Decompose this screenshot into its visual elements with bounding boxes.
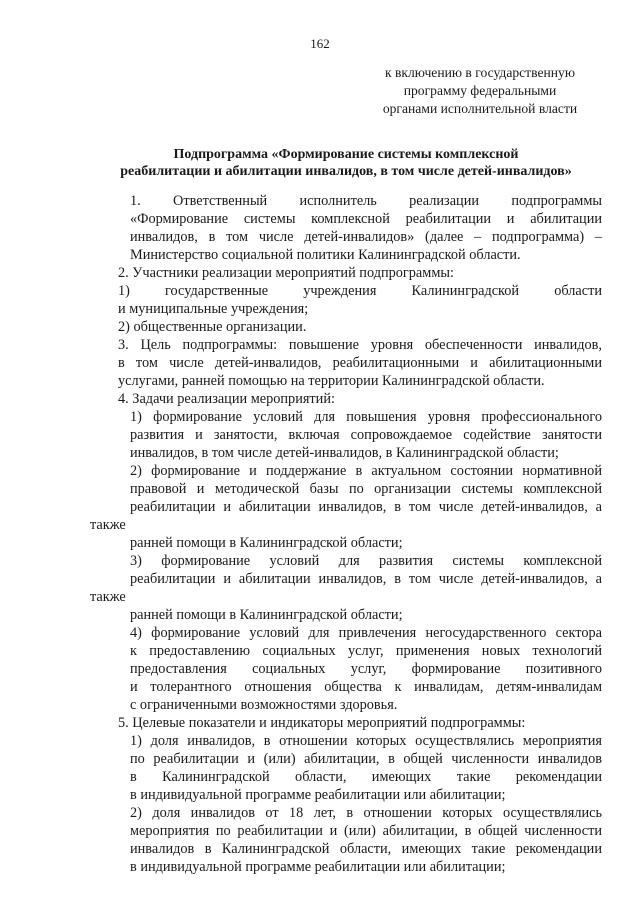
page-number: 162 [310,36,330,51]
document-title [86,146,606,180]
paragraph-line: реабилитации и абилитации инвалидов, в том числе детей-инвалидов, а также [90,571,602,605]
paragraph-line: 5. Целевые показатели и индикаторы мероприятий подпрограммы: [118,715,526,731]
paragraph [90,390,602,408]
paragraph-line: 1) государственные учреждения Калининградской области [118,283,602,299]
paragraph-line: в том числе детей-инвалидов, реабилитационными и абилитационными [118,355,602,371]
paragraph [90,192,602,264]
paragraph-line: инвалидов в Калининградской области, имеющих такие рекомендации [130,841,602,857]
paragraph [90,462,602,552]
paragraph [90,264,602,282]
header-line: к включению в государственную [385,65,575,80]
paragraph-line: реабилитации и абилитации инвалидов, в том числе детей-инвалидов, а также [90,499,602,533]
paragraph-line: 2) общественные организации. [118,319,307,335]
paragraph-line: 4. Задачи реализации мероприятий: [118,391,335,407]
paragraph-line: Министерство социальной политики Калининградской области. [130,247,521,263]
paragraph-line: предоставления социальных услуг, формирование позитивного [130,661,602,677]
paragraph [90,282,602,318]
paragraph [90,408,602,462]
paragraph-line: 2) формирование и поддержание в актуальном состоянии нормативной [130,463,602,479]
paragraph-line: 4) формирование условий для привлечения негосударственного сектора [130,625,602,641]
paragraph-line: правовой и методической базы по организации системы комплексной [130,481,602,497]
paragraph-line: 3) формирование условий для развития системы комплексной [130,553,602,569]
paragraph-line: 2. Участники реализации мероприятий подпрограммы: [118,265,454,281]
paragraph [90,624,602,714]
paragraph-line: инвалидов, в том числе детей-инвалидов» (далее – подпрограмма) – [130,229,602,245]
paragraph-line: 3. Цель подпрограммы: повышение уровня обеспеченности инвалидов, [118,337,602,353]
paragraph-line: по реабилитации и (или) абилитации, в общей численности инвалидов [130,751,602,767]
paragraph-line: и толерантного отношения общества к инвалидам, детям-инвалидам [130,679,602,695]
paragraph-line: услугами, ранней помощью на территории Калининградской области. [118,373,545,389]
paragraph-line: 2) доля инвалидов от 18 лет, в отношении которых осуществлялись [130,805,602,821]
document-body [90,192,602,876]
paragraph-line: развития и занятости, включая сопровождаемое содействие занятости [130,427,602,443]
paragraph-line: ранней помощи в Калининградской области; [130,607,403,623]
paragraph-line: «Формирование системы комплексной реабилитации и абилитации [130,211,602,227]
paragraph-line: в индивидуальной программе реабилитации или абилитации; [130,859,506,875]
header-line: органами исполнительной власти [382,101,578,116]
paragraph [90,318,602,336]
paragraph-line: 1) доля инвалидов, в отношении которых осуществлялись мероприятия [130,733,602,749]
paragraph-line: в индивидуальной программе реабилитации или абилитации; [130,787,506,803]
paragraph [90,336,602,390]
paragraph-line: 1. Ответственный исполнитель реализации подпрограммы [130,193,602,209]
paragraph-line: к предоставлению социальных услуг, применения новых технологий [130,643,602,659]
paragraph-line: инвалидов, в том числе детей-инвалидов, в Калининградской области; [130,445,559,461]
paragraph [90,804,602,876]
header-block [360,64,600,118]
paragraph-line: мероприятия по реабилитации и (или) абилитации, в общей численности [130,823,602,839]
paragraph-line: 1) формирование условий для повышения уровня профессионального [130,409,602,425]
paragraph [90,732,602,804]
header-line: программу федеральными [403,83,557,98]
title-line: реабилитации и абилитации инвалидов, в том числе детей-инвалидов» [120,164,572,179]
paragraph-line: в Калининградской области, имеющих такие рекомендации [130,769,602,785]
paragraph [90,714,602,732]
paragraph-line: и муниципальные учреждения; [118,301,309,317]
paragraph [90,552,602,624]
title-line: Подпрограмма «Формирование системы комплексной [173,147,519,162]
paragraph-line: с ограниченными возможностями здоровья. [130,697,398,713]
paragraph-line: ранней помощи в Калининградской области; [130,535,403,551]
